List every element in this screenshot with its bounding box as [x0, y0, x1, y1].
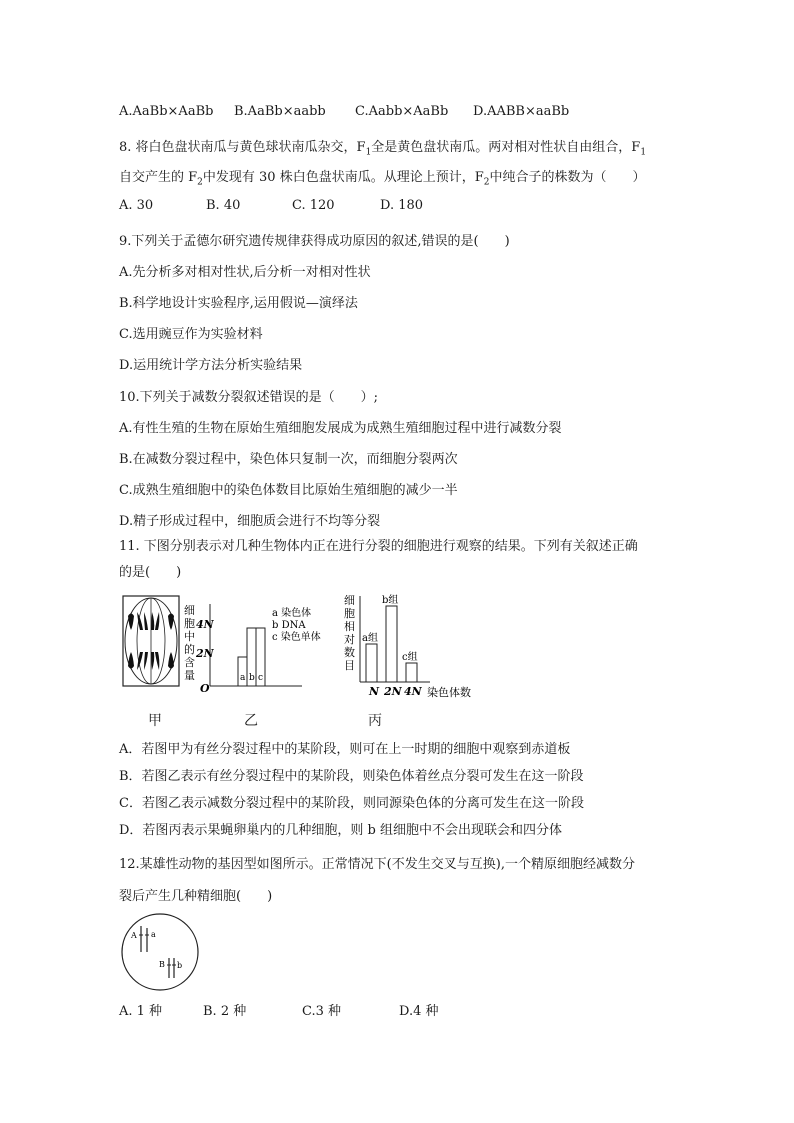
bing-group-label-1: b组: [382, 595, 399, 606]
q8-options: [119, 198, 423, 213]
bing-bar-1: [386, 606, 397, 682]
bing-xtick-2: 4N: [404, 685, 422, 698]
yi-ylabel-char: 的: [184, 643, 195, 656]
q9-option-c: C.选用豌豆作为实验材料: [119, 327, 263, 342]
q7-option-c: C.Aabb×AaBb: [355, 104, 449, 119]
bing-bar-0: [366, 644, 377, 682]
q8-option-a: A. 30: [119, 198, 154, 213]
yi-legend-c: c 染色单体: [272, 632, 321, 643]
q7-option-b: B.AaBb×aabb: [234, 104, 326, 119]
bing-group-label-2: c组: [402, 652, 418, 663]
q11-option-d: D．若图丙表示果蝇卵巢内的几种细胞，则 b 组细胞中不会出现联会和四分体: [119, 823, 563, 838]
q10-option-b: B.在减数分裂过程中，染色体只复制一次，而细胞分裂两次: [119, 452, 458, 467]
yi-y-axis-label: [184, 604, 195, 682]
yi-legend-a: a 染色体: [272, 608, 312, 619]
q8-stem-line2: 自交产生的 $F_2$中发现有 30 株白色盘状南瓜。从理论上预计，$F_2$中纯合子的株数为（ ）: [119, 170, 646, 188]
q12-option-c: C.3 种: [302, 1004, 342, 1019]
q12-stem-line1: 12.某雄性动物的基因型如图所示。正常情况下(不发生交叉与互换),一个精原细胞经减数分: [119, 857, 635, 872]
bing-bars: [362, 594, 423, 698]
q12-options: [119, 1000, 439, 1019]
gene-A: A: [131, 931, 137, 940]
figure-label-jia: 甲: [148, 713, 162, 729]
q8-stem-line1: 8. 将白色盘状南瓜与黄色球状南瓜杂交，$F_1$全是黄色盘状南瓜。两对相对性状自由组合，$F_1$: [119, 140, 647, 158]
gene-b: b: [177, 961, 183, 970]
figure-label-bing: 丙: [368, 713, 382, 729]
gene-a: a: [151, 930, 156, 939]
q7-option-a: A.AaBb×AaBb: [119, 104, 214, 119]
yi-bars: [238, 628, 265, 686]
bing-ylabel-char: 细: [344, 594, 355, 607]
yi-tick-2n: 2N: [196, 647, 214, 660]
q9-option-b: B.科学地设计实验程序,运用假说—演绎法: [119, 296, 358, 311]
q12-option-b: B. 2 种: [203, 1004, 247, 1019]
yi-bar-label-a: a: [240, 673, 246, 683]
figure-yi-chart: [180, 600, 340, 695]
q7-option-d: D.AABB×aaBb: [473, 104, 570, 119]
q10-option-a: A.有性生殖的生物在原始生殖细胞发展成为成熟生殖细胞过程中进行减数分裂: [119, 421, 562, 436]
q12-stem-line2: 裂后产生几种精细胞( ): [119, 889, 273, 904]
q11-option-c: C．若图乙表示减数分裂过程中的某阶段，则同源染色体的分离可发生在这一阶段: [119, 796, 584, 811]
q10-stem: 10.下列关于减数分裂叙述错误的是（ ）;: [119, 390, 379, 405]
yi-tick-origin: O: [200, 682, 210, 695]
bing-xtick-0: N: [369, 685, 380, 698]
yi-ylabel-char: 含: [184, 656, 195, 669]
q9-stem: 9.下列关于孟德尔研究遗传规律获得成功原因的叙述,错误的是( ): [119, 234, 510, 249]
yi-bar-label-c: c: [258, 673, 264, 683]
q11-stem-line1: 11. 下图分别表示对几种生物体内正在进行分裂的细胞进行观察的结果。下列有关叙述正确: [119, 539, 638, 554]
q12-cell-diagram: [119, 912, 203, 992]
bing-ylabel-char: 相: [344, 620, 355, 633]
q8-option-b: B. 40: [206, 198, 241, 213]
yi-ylabel-char: 胞: [184, 617, 195, 630]
q11-stem-line2: 的是( ): [119, 565, 182, 580]
yi-legend-b: b DNA: [272, 620, 306, 631]
bing-xtick-1: 2N: [384, 685, 402, 698]
figure-label-yi: 乙: [244, 713, 258, 729]
yi-ylabel-char: 中: [184, 630, 195, 643]
gene-B: B: [159, 960, 165, 969]
bing-y-axis-label: [344, 594, 355, 672]
q9-option-a: A.先分析多对相对性状,后分析一对相对性状: [119, 265, 371, 280]
bing-ylabel-char: 目: [344, 659, 355, 672]
q10-option-d: D.精子形成过程中，细胞质会进行不均等分裂: [119, 514, 381, 529]
q9-option-d: D.运用统计学方法分析实验结果: [119, 358, 303, 373]
yi-ylabel-char: 量: [184, 669, 195, 682]
q8-option-d: D. 180: [380, 198, 424, 213]
yi-ylabel-char: 细: [184, 604, 195, 617]
bing-bar-2: [406, 663, 417, 682]
cell-circle: [122, 914, 198, 990]
figure-bing-chart: [340, 590, 480, 698]
bing-ylabel-char: 数: [344, 646, 355, 659]
q12-option-d: D.4 种: [399, 1004, 439, 1019]
q7-options: [119, 104, 569, 119]
bing-x-axis-label: 染色体数: [427, 686, 471, 698]
q12-option-a: A. 1 种: [119, 1004, 163, 1019]
q10-option-c: C.成熟生殖细胞中的染色体数目比原始生殖细胞的减少一半: [119, 483, 458, 498]
yi-tick-4n: 4N: [196, 618, 214, 631]
bing-group-label-0: a组: [362, 633, 378, 644]
figure-jia-cell: [119, 594, 183, 688]
q11-option-a: A．若图甲为有丝分裂过程中的某阶段，则可在上一时期的细胞中观察到赤道板: [119, 742, 571, 757]
q11-option-b: B．若图乙表示有丝分裂过程中的某阶段，则染色体着丝点分裂可发生在这一阶段: [119, 769, 584, 784]
bing-ylabel-char: 对: [344, 633, 355, 646]
bing-ylabel-char: 胞: [344, 607, 355, 620]
q8-option-c: C. 120: [292, 198, 335, 213]
yi-bar-label-b: b: [249, 673, 255, 683]
